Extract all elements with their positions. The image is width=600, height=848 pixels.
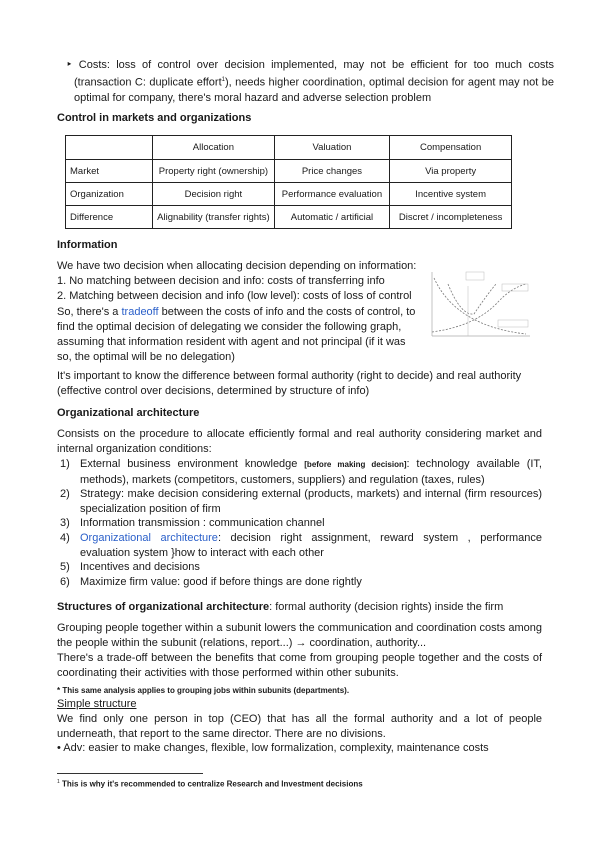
item-number: 2): [60, 488, 70, 501]
small-note: [before making decision]: [304, 460, 407, 469]
text: Information transmission : communication channel: [80, 517, 325, 530]
simple-structure-adv: • Adv: easier to make changes, flexible, low formalization, complexity, maintenance costs: [57, 742, 489, 754]
list-item: [60, 531, 542, 560]
item-number: 5): [60, 561, 70, 574]
simple-structure-title: Simple structure: [57, 698, 137, 710]
footnote-text: This is why it's recommended to centralize Research and Investment decisions: [59, 779, 363, 789]
text: Maximize firm value: good if before things are done rightly: [80, 575, 362, 588]
column-header: Valuation: [274, 136, 390, 160]
text: between the costs of info and the costs of control, to find the optimal decision of delegating we consider the following graph, assuming that information resident with agent and not principal (if it was so, the optimal will be no delegation): [57, 305, 416, 364]
structures-heading: [57, 600, 542, 615]
table-cell: Performance evaluation: [274, 183, 390, 206]
line: We have two decision when allocating decision depending on information:: [57, 260, 417, 272]
line: 1. No matching between decision and info: costs of transferring info: [57, 275, 385, 288]
info-cost-curve: [434, 278, 526, 334]
footnote: [57, 779, 363, 789]
line: 2. Matching between decision and info (low level): costs of loss of control: [57, 290, 412, 303]
row-header: Difference: [66, 206, 153, 229]
table-cell: Property right (ownership): [153, 160, 274, 183]
total-cost-curve: [448, 284, 496, 314]
structures-p2: There's a trade-off between the benefits that come from grouping people together and the costs of coordinating their activities with those performed within other subunits.: [57, 652, 542, 680]
item-number: 3): [60, 517, 70, 530]
text: : decision right assignment, reward system , performance evaluation system }how to interact with each other: [80, 531, 542, 559]
footnote-ref[interactable]: 1: [221, 77, 225, 84]
control-heading: Control in markets and organizations: [57, 112, 252, 124]
label-box: [502, 284, 528, 291]
label-box: [498, 320, 528, 327]
table-cell: Alignability (transfer rights): [153, 206, 274, 229]
column-header: [66, 136, 153, 160]
list-item: [60, 487, 542, 516]
row-header: Market: [66, 160, 153, 183]
tradeoff-link[interactable]: tradeoff: [121, 305, 159, 318]
information-text: [57, 259, 422, 365]
text: External business environment knowledge: [80, 458, 305, 470]
table-row: [66, 183, 512, 206]
list-item: [60, 516, 542, 531]
table-cell: Discret / incompleteness: [390, 206, 512, 229]
footnote-number: 1: [57, 779, 60, 785]
table-cell: Price changes: [274, 160, 390, 183]
text: : technology available (IT, methods), markets (competitors, customers, suppliers) and regulation (taxes, rules): [80, 458, 542, 486]
table-row: [66, 206, 512, 229]
authority-text: It's important to know the difference between formal authority (right to decide) and real authority (effective control over decisions, determined by structure of info): [57, 370, 522, 398]
org-arch-list: [58, 457, 542, 589]
heading-rest: : formal authority (decision rights) inside the firm: [269, 601, 504, 613]
control-table: [65, 135, 512, 229]
table-row: [66, 160, 512, 183]
costs-bullet: [62, 58, 554, 106]
information-heading: Information: [57, 239, 118, 251]
structures-note: * This same analysis applies to grouping jobs within subunits (departments).: [57, 686, 350, 695]
text: Strategy: make decision considering external (products, markets) and internal (firm resources) specialization position of firm: [80, 488, 542, 515]
table-cell: Automatic / artificial: [274, 206, 390, 229]
text: So, there's a: [57, 305, 122, 318]
list-item: [60, 575, 542, 590]
text: ), needs higher coordination, optimal decision for agent may not be optimal for company, there's moral hazard and adverse selection problem: [74, 76, 554, 105]
tradeoff-graph: [426, 266, 532, 352]
bullet-marker: ‣: [66, 59, 73, 71]
table-header-row: [66, 136, 512, 160]
text: Costs: loss of control over decision implemented, may not be efficient for too much costs (transaction C: duplicate effort: [74, 59, 554, 89]
text: Incentives and decisions: [80, 561, 200, 574]
list-item: [60, 457, 542, 487]
column-header: Compensation: [390, 136, 512, 160]
heading-bold: Structures of organizational architecture: [57, 601, 270, 613]
simple-structure-text: We find only one person in top (CEO) that has all the formal authority and a lot of people underneath, that report to the same director. There are no divisions.: [57, 713, 542, 741]
footnote-divider: [57, 773, 203, 774]
item-number: 6): [60, 575, 70, 588]
item-number: 1): [60, 458, 70, 470]
org-arch-intro: Consists on the procedure to allocate efficiently formal and real authority considering market and internal organization conditions:: [57, 428, 542, 456]
table-cell: Decision right: [153, 183, 274, 206]
table-cell: Incentive system: [390, 183, 512, 206]
table-cell: Via property: [390, 160, 512, 183]
org-arch-heading: Organizational architecture: [57, 407, 200, 419]
column-header: Allocation: [153, 136, 274, 160]
structures-p1: Grouping people together within a subunit lowers the communication and coordination costs among the people within the subunit (relations, report...) → coordination, authority...: [57, 622, 542, 650]
org-arch-link[interactable]: Organizational architecture: [80, 531, 218, 544]
list-item: [60, 560, 542, 575]
label-box: [466, 272, 484, 280]
row-header: Organization: [66, 183, 153, 206]
item-number: 4): [60, 531, 70, 544]
